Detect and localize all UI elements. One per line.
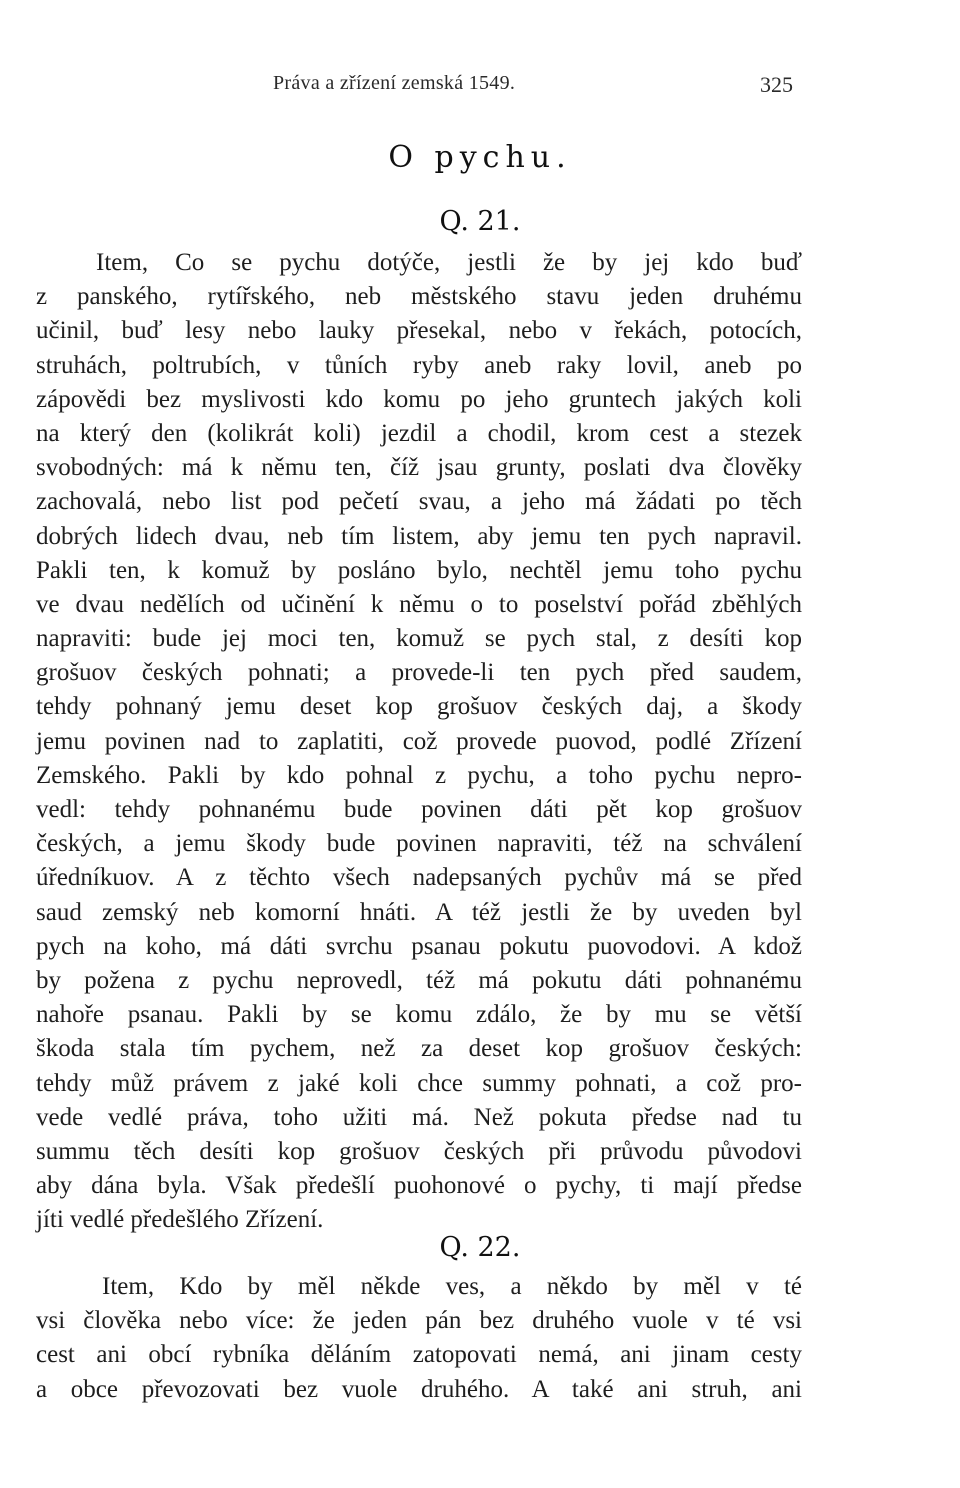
section-text (36, 1270, 802, 1407)
page-number: 325 (760, 72, 793, 97)
text-line: grošuov českých pohnati; a provede-li ten pych před saudem, (36, 659, 802, 687)
text-line: pych na koho, má dáti svrchu psanau pokutu puovodovi. A kdož (36, 932, 802, 960)
running-head: Práva a zřízení zemská 1549. (273, 72, 516, 94)
text-line: aby dána byla. Však předešlí puohonové o pychy, ti mají předse (36, 1172, 802, 1200)
text-line: vsi člověka nebo více: že jeden pán bez druhého vuole v té vsi (36, 1307, 802, 1335)
text-line: jemu povinen nad to zaplatiti, což provede puovod, podlé Zřízení (36, 727, 802, 755)
text-line: úředníkuov. A z těchto všech nadepsaných pychův má se před (36, 864, 802, 892)
section-number: Q. 21. (439, 206, 521, 237)
text-line: Zemského. Pakli by kdo pohnal z pychu, a toho pychu nepro- (36, 761, 802, 789)
text-line: napraviti: bude jej moci ten, komuž se pych stal, z desíti kop (36, 625, 802, 653)
text-line: nahoře psanau. Pakli by se komu zdálo, že by mu se větší (36, 1001, 802, 1029)
text-line: a obce převozovati bez vuole druhého. A také ani struh, ani (36, 1375, 802, 1403)
text-line: jíti vedlé předešlého Zřízení. (36, 1206, 324, 1234)
text-line: českých, a jemu škody bude povinen napraviti, též na schválení (36, 830, 802, 858)
section-text (36, 246, 802, 1237)
text-line: Item, Kdo by měl někde ves, a někdo by měl v té (102, 1273, 802, 1300)
text-line: cest ani obcí rybníka děláním zatopovati nemá, ani jinam cesty (36, 1341, 802, 1369)
text-line: zápovědi bez myslivosti kdo komu po jeho gruntech jakých koli (36, 385, 802, 413)
text-line: ve dvau nedělích od učinění k němu o to poselství pořád zběhlých (36, 590, 802, 618)
text-line: Pakli ten, k komuž by posláno bylo, nechtěl jemu toho pychu (36, 556, 802, 584)
text-line: dobrých lidech dvau, neb tím listem, aby jemu ten pych napravil. (36, 522, 802, 550)
text-line: saud zemský neb komorní hnáti. A též jestli že by uveden byl (36, 898, 802, 926)
text-line: učinil, buď lesy nebo lauky přesekal, nebo v řekách, potocích, (36, 317, 802, 345)
text-line: vede vedlé práva, toho užiti má. Než pokuta předse nad tu (36, 1103, 802, 1131)
text-line: na který den (kolikrát koli) jezdil a chodil, krom cest a stezek (36, 419, 802, 447)
text-line: svobodných: má k němu ten, číž jsau grunty, poslati dva člověky (36, 454, 802, 482)
text-line: summu těch desíti kop grošuov českých při průvodu původovi (36, 1137, 802, 1165)
text-line: Item, Co se pychu dotýče, jestli že by jej kdo buď (96, 249, 802, 276)
chapter-title: O pychu. (388, 140, 572, 175)
text-line: škoda stala tím pychem, než za deset kop grošuov českých: (36, 1035, 802, 1063)
text-line: zachovalá, nebo list pod pečetí svau, a jeho má žádati po těch (36, 488, 802, 516)
text-line: z panského, rytířského, neb městského stavu jeden druhému (36, 283, 802, 311)
section-number: Q. 22. (439, 1232, 521, 1263)
text-line: by požena z pychu neprovedl, též má pokutu dáti pohnanému (36, 966, 802, 994)
text-line: tehdy můž právem z jaké koli chce summy pohnati, a což pro- (36, 1069, 802, 1097)
text-line: struhách, poltrubích, v tůních ryby aneb raky lovil, aneb po (36, 351, 802, 379)
text-line: tehdy pohnaný jemu deset kop grošuov českých daj, a škody (36, 693, 802, 721)
text-line: vedl: tehdy pohnanému bude povinen dáti pět kop grošuov (36, 796, 802, 823)
